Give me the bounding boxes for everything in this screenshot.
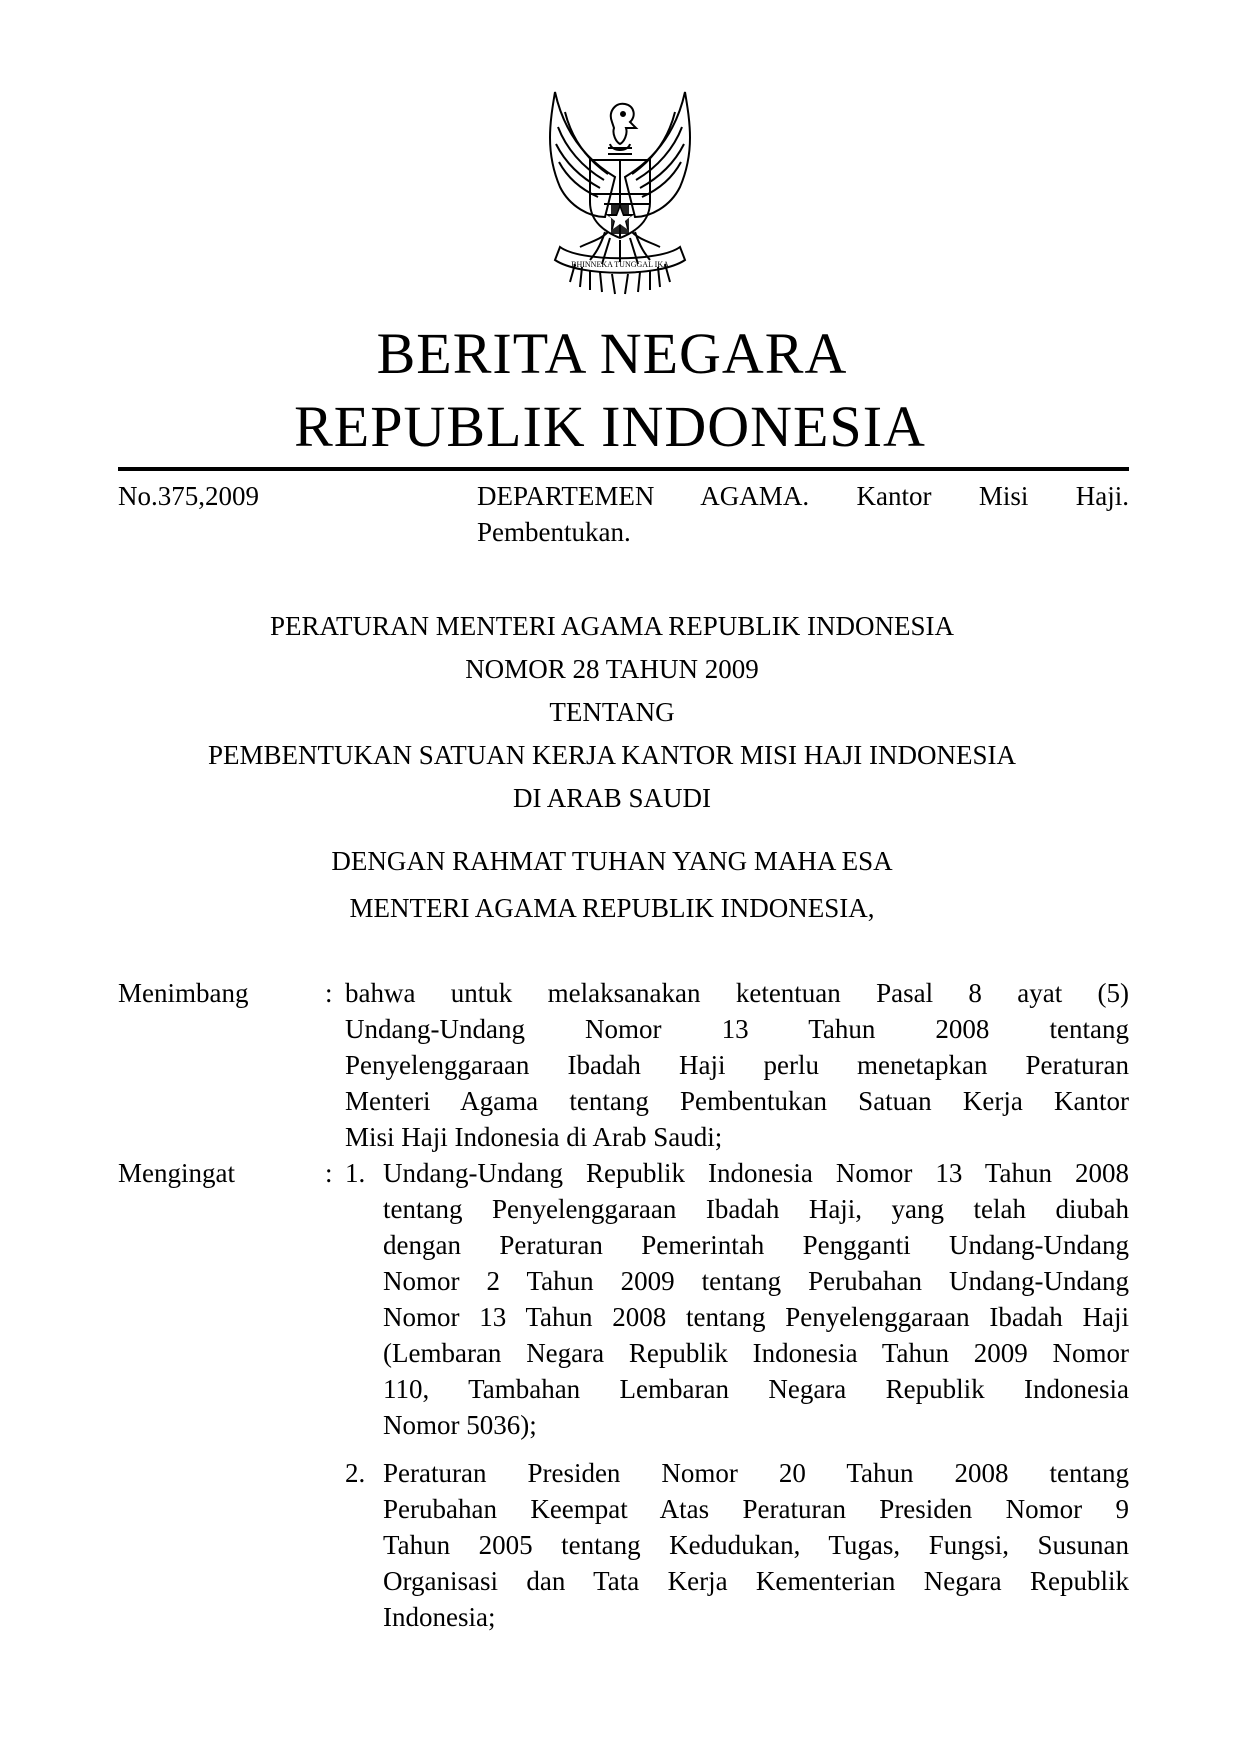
regulation-heading [0, 605, 1232, 820]
text-line: Undang-Undang Nomor 13 Tahun 2008 tentang [345, 1014, 1129, 1044]
gazette-title-line1: BERITA NEGARA [376, 321, 848, 386]
text-line: Misi Haji Indonesia di Arab Saudi; [345, 1122, 723, 1152]
text-line: Organisasi dan Tata Kerja Kementerian Negara Republik [383, 1566, 1129, 1596]
subject-line: Pembentukan. [477, 517, 631, 547]
text-line: Penyelenggaraan Ibadah Haji perlu menetapkan Peraturan [345, 1050, 1129, 1080]
regulation-heading-line: DI ARAB SAUDI [512, 783, 712, 813]
menimbang-label: Menimbang [118, 978, 249, 1008]
text-line: Nomor 5036); [383, 1410, 537, 1440]
preamble-line: MENTERI AGAMA REPUBLIK INDONESIA, [349, 893, 875, 923]
mengingat-colon: : [325, 1158, 333, 1188]
preamble-line: DENGAN RAHMAT TUHAN YANG MAHA ESA [331, 846, 893, 876]
gazette-subject [477, 478, 1129, 550]
mengingat-label: Mengingat [118, 1158, 235, 1188]
regulation-heading-line: PERATURAN MENTERI AGAMA REPUBLIK INDONESIA [269, 611, 955, 641]
text-line: Indonesia; [383, 1602, 496, 1632]
regulation-heading-line: TENTANG [549, 697, 675, 727]
text-line: 110, Tambahan Lembaran Negara Republik Indonesia [383, 1374, 1129, 1404]
gazette-number: No.375,2009 [118, 481, 259, 511]
menimbang-text [345, 975, 1129, 1155]
preamble [0, 838, 1232, 932]
text-line: dengan Peraturan Pemerintah Pengganti Undang-Undang [383, 1230, 1129, 1260]
emblem-motto-text: BHINNEKA TUNGGAL IKA [571, 260, 669, 269]
text-line: tentang Penyelenggaraan Ibadah Haji, yang telah diubah [383, 1194, 1129, 1224]
item-number: 2. [345, 1458, 366, 1488]
header-divider [118, 467, 1129, 471]
text-line: Nomor 13 Tahun 2008 tentang Penyelenggaraan Ibadah Haji [383, 1302, 1129, 1332]
text-line: Peraturan Presiden Nomor 20 Tahun 2008 tentang [383, 1458, 1129, 1488]
subject-line: DEPARTEMEN AGAMA. Kantor Misi Haji. [477, 481, 1129, 511]
mengingat-item-1 [383, 1155, 1129, 1443]
mengingat-item-2 [383, 1455, 1129, 1635]
text-line: Perubahan Keempat Atas Peraturan Presiden Nomor 9 [383, 1494, 1129, 1524]
regulation-heading-line: PEMBENTUKAN SATUAN KERJA KANTOR MISI HAJI INDONESIA [207, 740, 1017, 770]
text-line: Undang-Undang Republik Indonesia Nomor 13 Tahun 2008 [383, 1158, 1129, 1188]
regulation-heading-line: NOMOR 28 TAHUN 2009 [465, 654, 759, 684]
garuda-emblem-icon [520, 82, 720, 302]
text-line: Tahun 2005 tentang Kedudukan, Tugas, Fungsi, Susunan [383, 1530, 1129, 1560]
text-line: (Lembaran Negara Republik Indonesia Tahun 2009 Nomor [383, 1338, 1129, 1368]
item-number: 1. [345, 1158, 366, 1188]
text-line: Menteri Agama tentang Pembentukan Satuan Kerja Kantor [345, 1086, 1129, 1116]
text-line: Nomor 2 Tahun 2009 tentang Perubahan Undang-Undang [383, 1266, 1129, 1296]
menimbang-colon: : [325, 978, 333, 1008]
text-line: bahwa untuk melaksanakan ketentuan Pasal 8 ayat (5) [345, 978, 1129, 1008]
gazette-title-line2: REPUBLIK INDONESIA [294, 394, 926, 459]
